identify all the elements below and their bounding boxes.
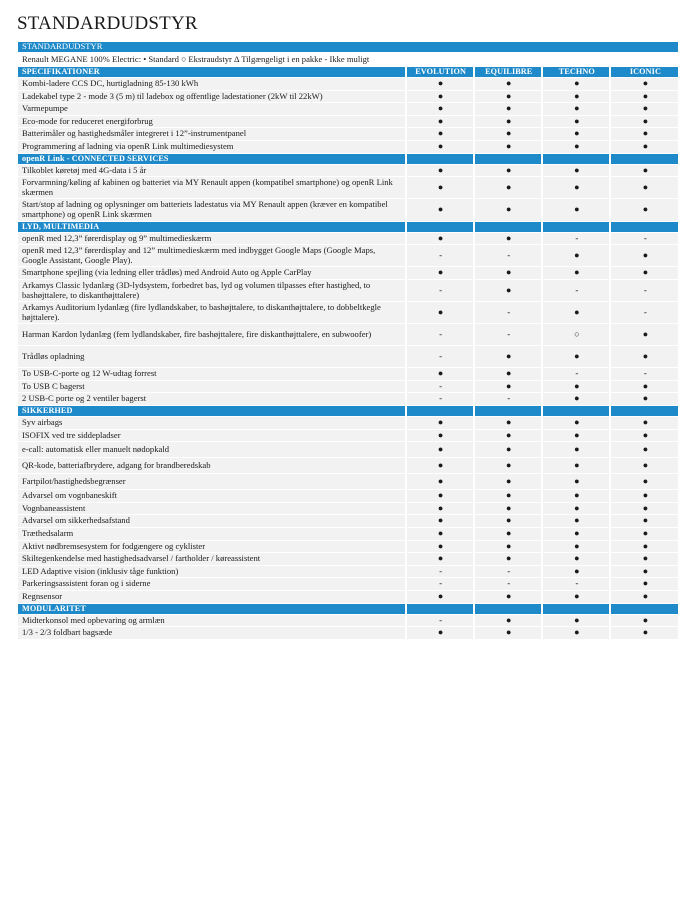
- availability-cell: ●: [542, 164, 610, 177]
- availability-cell: -: [542, 368, 610, 381]
- availability-cell: ●: [474, 128, 542, 141]
- feature-label: LED Adaptive vision (inklusiv tåge funktion): [18, 565, 406, 578]
- section-header: [18, 406, 678, 417]
- availability-cell: ●: [542, 515, 610, 528]
- table-row: [18, 90, 678, 103]
- availability-cell: ●: [542, 553, 610, 566]
- table-row: [18, 324, 678, 346]
- availability-cell: -: [474, 302, 542, 324]
- table-row: [18, 458, 678, 474]
- section-header: [18, 67, 678, 78]
- availability-cell: ○: [542, 324, 610, 346]
- availability-cell: ●: [610, 103, 678, 116]
- availability-cell: ●: [474, 90, 542, 103]
- table-row: [18, 164, 678, 177]
- section-fill: [474, 153, 542, 164]
- availability-cell: ●: [542, 245, 610, 267]
- availability-cell: ●: [474, 103, 542, 116]
- table-row: [18, 591, 678, 604]
- table-row: [18, 140, 678, 153]
- feature-label: e-call: automatisk eller manuelt nødopkald: [18, 442, 406, 458]
- section-fill: [542, 221, 610, 232]
- table-row: [18, 128, 678, 141]
- availability-cell: -: [542, 578, 610, 591]
- feature-label: Parkeringsassistent foran og i siderne: [18, 578, 406, 591]
- availability-cell: ●: [474, 540, 542, 553]
- availability-cell: ●: [610, 128, 678, 141]
- availability-cell: -: [406, 346, 474, 368]
- feature-label: To USB C bagerst: [18, 380, 406, 393]
- availability-cell: ●: [610, 115, 678, 128]
- table-row: [18, 393, 678, 406]
- availability-cell: ●: [474, 442, 542, 458]
- table-row: [18, 115, 678, 128]
- feature-label: Smartphone spejling (via ledning eller trådløs) med Android Auto og Apple CarPlay: [18, 267, 406, 280]
- availability-cell: ●: [406, 540, 474, 553]
- availability-cell: ●: [610, 515, 678, 528]
- table-row: [18, 442, 678, 458]
- availability-cell: ●: [474, 140, 542, 153]
- availability-cell: ●: [406, 78, 474, 91]
- availability-cell: ●: [474, 177, 542, 199]
- availability-cell: ●: [474, 490, 542, 503]
- availability-cell: ●: [542, 346, 610, 368]
- availability-cell: ●: [406, 515, 474, 528]
- table-row: [18, 177, 678, 199]
- feature-label: Syv airbags: [18, 417, 406, 430]
- table-row: [18, 627, 678, 640]
- availability-cell: ●: [406, 302, 474, 324]
- feature-label: Fartpilot/hastighedsbegrænser: [18, 474, 406, 490]
- availability-cell: ●: [474, 429, 542, 442]
- availability-cell: ●: [474, 115, 542, 128]
- availability-cell: -: [474, 324, 542, 346]
- availability-cell: -: [406, 324, 474, 346]
- availability-cell: -: [474, 393, 542, 406]
- section-fill: [542, 603, 610, 614]
- feature-label: Advarsel om vognbaneskift: [18, 490, 406, 503]
- table-row: [18, 103, 678, 116]
- section-fill: [610, 153, 678, 164]
- section-fill: [406, 603, 474, 614]
- availability-cell: ●: [610, 324, 678, 346]
- feature-label: Træthedsalarm: [18, 528, 406, 541]
- availability-cell: ●: [610, 458, 678, 474]
- table-row: [18, 368, 678, 381]
- availability-cell: ●: [474, 458, 542, 474]
- availability-cell: ●: [406, 177, 474, 199]
- availability-cell: ●: [406, 267, 474, 280]
- section-title: openR Link - CONNECTED SERVICES: [18, 153, 406, 164]
- availability-cell: ●: [542, 267, 610, 280]
- availability-cell: ●: [542, 90, 610, 103]
- availability-cell: ●: [406, 232, 474, 245]
- section-fill: [474, 221, 542, 232]
- availability-cell: -: [406, 380, 474, 393]
- table-row: [18, 279, 678, 301]
- availability-cell: ●: [610, 474, 678, 490]
- section-header: [18, 221, 678, 232]
- availability-cell: ●: [474, 502, 542, 515]
- table-row: [18, 417, 678, 430]
- availability-cell: ●: [406, 199, 474, 221]
- section-fill: [406, 153, 474, 164]
- feature-label: Ladekabel type 2 - mode 3 (5 m) til ladebox og offentlige ladestationer (2kW til 22kW): [18, 90, 406, 103]
- feature-label: To USB-C-porte og 12 W-udtag forrest: [18, 368, 406, 381]
- availability-cell: ●: [474, 267, 542, 280]
- feature-label: Forvarmning/køling af kabinen og batteriet via MY Renault appen (kompatibel smartphone) og openR Link skærmen: [18, 177, 406, 199]
- table-row: [18, 540, 678, 553]
- availability-cell: ●: [542, 474, 610, 490]
- section-fill: [406, 406, 474, 417]
- availability-cell: ●: [474, 164, 542, 177]
- trim-header: EQUILIBRE: [474, 67, 542, 78]
- availability-cell: -: [406, 279, 474, 301]
- table-row: [18, 553, 678, 566]
- availability-cell: ●: [406, 128, 474, 141]
- table-row: [18, 380, 678, 393]
- feature-label: Advarsel om sikkerhedsafstand: [18, 515, 406, 528]
- availability-cell: ●: [474, 417, 542, 430]
- availability-cell: -: [610, 302, 678, 324]
- table-row: [18, 528, 678, 541]
- banner-label: STANDARDUDSTYR: [18, 42, 678, 53]
- availability-cell: ●: [542, 115, 610, 128]
- section-fill: [610, 406, 678, 417]
- feature-label: Batterimåler og hastighedsmåler integreret i 12”-instrumentpanel: [18, 128, 406, 141]
- feature-label: 2 USB-C porte og 2 ventiler bagerst: [18, 393, 406, 406]
- table-row: [18, 614, 678, 627]
- availability-cell: -: [406, 245, 474, 267]
- availability-cell: ●: [542, 417, 610, 430]
- availability-cell: -: [474, 245, 542, 267]
- availability-cell: ●: [610, 90, 678, 103]
- feature-label: 1/3 - 2/3 foldbart bagsæde: [18, 627, 406, 640]
- availability-cell: ●: [474, 346, 542, 368]
- availability-cell: ●: [406, 115, 474, 128]
- page-title: STANDARDUDSTYR: [17, 13, 198, 34]
- availability-cell: ●: [610, 164, 678, 177]
- availability-cell: -: [610, 368, 678, 381]
- table-row: [18, 474, 678, 490]
- availability-cell: ●: [406, 458, 474, 474]
- availability-cell: ●: [406, 474, 474, 490]
- availability-cell: ●: [542, 528, 610, 541]
- availability-cell: ●: [542, 302, 610, 324]
- availability-cell: ●: [610, 502, 678, 515]
- table-row: [18, 245, 678, 267]
- availability-cell: ●: [610, 553, 678, 566]
- legend-row: [18, 53, 678, 67]
- table-row: [18, 302, 678, 324]
- feature-label: QR-kode, batteriafbrydere, adgang for brandberedskab: [18, 458, 406, 474]
- availability-cell: ●: [406, 553, 474, 566]
- feature-label: Skiltegenkendelse med hastighedsadvarsel / fartholder / køreassistent: [18, 553, 406, 566]
- availability-cell: ●: [542, 458, 610, 474]
- feature-label: Trådløs opladning: [18, 346, 406, 368]
- feature-label: openR med 12,3” førerdisplay and 12” multimedieskærm med indbygget Google Maps (Google Maps, Google Assistant, Google Play).: [18, 245, 406, 267]
- table-row: [18, 429, 678, 442]
- feature-label: Varmepumpe: [18, 103, 406, 116]
- availability-cell: ●: [610, 267, 678, 280]
- table-row: [18, 565, 678, 578]
- availability-cell: ●: [542, 591, 610, 604]
- availability-cell: ●: [542, 502, 610, 515]
- availability-cell: ●: [610, 565, 678, 578]
- availability-cell: ●: [406, 103, 474, 116]
- availability-cell: ●: [406, 90, 474, 103]
- section-title: LYD, MULTIMEDIA: [18, 221, 406, 232]
- section-fill: [406, 221, 474, 232]
- availability-cell: ●: [610, 417, 678, 430]
- availability-cell: ●: [610, 591, 678, 604]
- table-row: [18, 267, 678, 280]
- availability-cell: ●: [406, 528, 474, 541]
- feature-label: Vognbaneassistent: [18, 502, 406, 515]
- equipment-table: [18, 42, 678, 640]
- feature-label: Midterkonsol med opbevaring og armlæn: [18, 614, 406, 627]
- availability-cell: ●: [474, 279, 542, 301]
- availability-cell: ●: [406, 442, 474, 458]
- availability-cell: ●: [542, 429, 610, 442]
- availability-cell: ●: [610, 578, 678, 591]
- availability-cell: ●: [542, 140, 610, 153]
- table-row: [18, 515, 678, 528]
- feature-label: Aktivt nødbremsesystem for fodgængere og cyklister: [18, 540, 406, 553]
- availability-cell: ●: [610, 540, 678, 553]
- legend-text: Renault MEGANE 100% Electric: • Standard ○ Ekstraudstyr Δ Tilgængeligt i en pakke - Ikke muligt: [18, 53, 678, 67]
- availability-cell: ●: [542, 199, 610, 221]
- feature-label: openR med 12,3” førerdisplay og 9” multimedieskærm: [18, 232, 406, 245]
- availability-cell: ●: [542, 490, 610, 503]
- section-title: SIKKERHED: [18, 406, 406, 417]
- availability-cell: ●: [610, 528, 678, 541]
- table-row: [18, 232, 678, 245]
- feature-label: Start/stop af ladning og oplysninger om batteriets ladestatus via MY Renault appen (kræver en kompatibel smartphone) og openR Link skærmen: [18, 199, 406, 221]
- availability-cell: ●: [610, 490, 678, 503]
- section-fill: [474, 603, 542, 614]
- availability-cell: ●: [610, 199, 678, 221]
- availability-cell: ●: [542, 128, 610, 141]
- feature-label: Harman Kardon lydanlæg (fem lydlandskaber, fire bashøjttalere, fire diskanthøjttalere, en subwoofer): [18, 324, 406, 346]
- availability-cell: ●: [542, 627, 610, 640]
- availability-cell: ●: [474, 380, 542, 393]
- section-fill: [542, 406, 610, 417]
- availability-cell: ●: [474, 515, 542, 528]
- availability-cell: -: [406, 614, 474, 627]
- section-header: [18, 603, 678, 614]
- availability-cell: -: [542, 232, 610, 245]
- availability-cell: ●: [610, 429, 678, 442]
- availability-cell: ●: [610, 346, 678, 368]
- availability-cell: ●: [474, 591, 542, 604]
- availability-cell: -: [542, 279, 610, 301]
- availability-cell: ●: [406, 627, 474, 640]
- table-row: [18, 578, 678, 591]
- availability-cell: ●: [610, 614, 678, 627]
- availability-cell: ●: [542, 540, 610, 553]
- availability-cell: ●: [610, 442, 678, 458]
- availability-cell: ●: [542, 177, 610, 199]
- availability-cell: ●: [542, 393, 610, 406]
- table-row: [18, 346, 678, 368]
- availability-cell: ●: [542, 565, 610, 578]
- availability-cell: ●: [610, 140, 678, 153]
- trim-header: EVOLUTION: [406, 67, 474, 78]
- availability-cell: ●: [474, 627, 542, 640]
- feature-label: Kombi-ladere CCS DC, hurtigladning 85-130 kWh: [18, 78, 406, 91]
- availability-cell: ●: [610, 177, 678, 199]
- section-header: [18, 153, 678, 164]
- section-title: SPECIFIKATIONER: [18, 67, 406, 78]
- feature-label: Regnsensor: [18, 591, 406, 604]
- feature-label: Programmering af ladning via openR Link multimediesystem: [18, 140, 406, 153]
- availability-cell: ●: [474, 528, 542, 541]
- availability-cell: ●: [406, 591, 474, 604]
- trim-header: ICONIC: [610, 67, 678, 78]
- feature-label: Arkamys Auditorium lydanlæg (fire lydlandskaber, to bashøjttalere, to diskanthøjttalere, to dobbeltkegle højttalere).: [18, 302, 406, 324]
- availability-cell: ●: [610, 78, 678, 91]
- availability-cell: -: [406, 565, 474, 578]
- table-row: [18, 502, 678, 515]
- availability-cell: ●: [542, 103, 610, 116]
- availability-cell: ●: [474, 232, 542, 245]
- section-fill: [610, 221, 678, 232]
- availability-cell: -: [610, 279, 678, 301]
- availability-cell: ●: [406, 140, 474, 153]
- availability-cell: ●: [610, 627, 678, 640]
- table-row: [18, 78, 678, 91]
- availability-cell: ●: [610, 393, 678, 406]
- availability-cell: ●: [406, 429, 474, 442]
- availability-cell: ●: [542, 442, 610, 458]
- availability-cell: -: [610, 232, 678, 245]
- feature-label: Eco-mode for reduceret energiforbrug: [18, 115, 406, 128]
- feature-label: Tilkoblet køretøj med 4G-data i 5 år: [18, 164, 406, 177]
- availability-cell: ●: [406, 368, 474, 381]
- availability-cell: ●: [406, 164, 474, 177]
- availability-cell: ●: [474, 553, 542, 566]
- availability-cell: ●: [542, 614, 610, 627]
- section-fill: [610, 603, 678, 614]
- section-title: MODULARITET: [18, 603, 406, 614]
- availability-cell: ●: [406, 490, 474, 503]
- table-row: [18, 199, 678, 221]
- section-fill: [542, 153, 610, 164]
- availability-cell: ●: [406, 417, 474, 430]
- availability-cell: ●: [406, 502, 474, 515]
- availability-cell: ●: [610, 380, 678, 393]
- table-banner: [18, 42, 678, 53]
- availability-cell: ●: [474, 78, 542, 91]
- availability-cell: ●: [610, 245, 678, 267]
- feature-label: ISOFIX ved tre siddepladser: [18, 429, 406, 442]
- availability-cell: ●: [474, 199, 542, 221]
- availability-cell: ●: [542, 380, 610, 393]
- availability-cell: ●: [542, 78, 610, 91]
- availability-cell: -: [406, 393, 474, 406]
- availability-cell: -: [474, 565, 542, 578]
- trim-header: TECHNO: [542, 67, 610, 78]
- table-row: [18, 490, 678, 503]
- availability-cell: ●: [474, 614, 542, 627]
- feature-label: Arkamys Classic lydanlæg (3D-lydsystem, forbedret bas, lyd og volumen tilpasses efter hastighed, to bashøjttalere, to diskanthøjttalere): [18, 279, 406, 301]
- section-fill: [474, 406, 542, 417]
- availability-cell: ●: [474, 474, 542, 490]
- availability-cell: -: [474, 578, 542, 591]
- availability-cell: -: [406, 578, 474, 591]
- availability-cell: ●: [474, 368, 542, 381]
